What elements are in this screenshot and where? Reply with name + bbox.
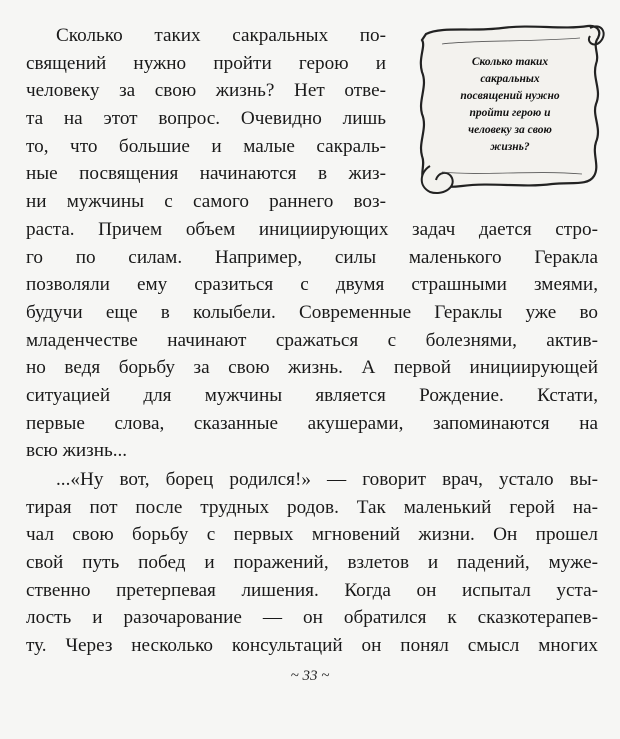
text-line: позволяли ему сразиться с двумя страшными змеями, [26, 274, 598, 296]
callout-line: Сколько таких [471, 56, 549, 68]
callout-line: человеку за свою [468, 124, 552, 136]
page-number: ~ 33 ~ [290, 668, 330, 684]
text-line: чал свою борьбу с первых мгновений жизни. Он прошел [26, 524, 598, 546]
callout-line: сакральных [480, 73, 540, 85]
callout-line: пройти герою и [469, 107, 551, 119]
text-line: та на этот вопрос. Очевидно лишь [26, 108, 386, 130]
paragraph-1 [26, 22, 601, 465]
text-line: ни мужчины с самого раннего воз- [26, 191, 386, 213]
text-line: ...«Ну вот, борец родился!» — говорит врач, устало вы- [56, 469, 598, 490]
text-line: младенчестве начинают сражаться с болезнями, актив- [26, 329, 598, 351]
text-line: го по силам. Например, силы маленького Геракла [26, 246, 598, 268]
text-line: будучи еще в колыбели. Современные Гераклы уже во [26, 301, 598, 323]
text-line: лость и разочарование — он обратился к сказкотерапев- [26, 607, 598, 629]
text-line: ситуацией для мужчины является Рождение. Кстати, [26, 384, 598, 406]
text-line: священий нужно пройти герою и [26, 52, 386, 74]
text-line: то, что большие и малые сакраль- [26, 135, 386, 157]
text-line: первые слова, сказанные акушерами, запоминаются на [26, 412, 598, 434]
text-line: ту. Через несколько консультаций он понял смысл многих [26, 635, 598, 657]
text-line: но ведя борьбу за свою жизнь. А первой инициирующей [26, 357, 598, 379]
text-line: ные посвящения начинаются в жиз- [26, 163, 386, 185]
callout-line: жизнь? [490, 141, 530, 153]
text-line: ственно претерпевая лишения. Когда он испытал уста- [26, 579, 598, 601]
text-line: человеку за свою жизнь? Нет отве- [26, 80, 386, 102]
text-line: раста. Причем объем инициирующих задач дается стро- [26, 218, 598, 240]
text-line: тирая пот после трудных родов. Так маленький герой на- [26, 496, 598, 518]
callout-line: посвящений нужно [460, 90, 560, 102]
paragraph-2 [26, 466, 601, 660]
text-line: Сколько таких сакральных по- [56, 25, 386, 46]
text-line: свой путь побед и поражений, взлетов и падений, муже- [26, 552, 598, 574]
text-line: всю жизнь... [26, 440, 128, 462]
